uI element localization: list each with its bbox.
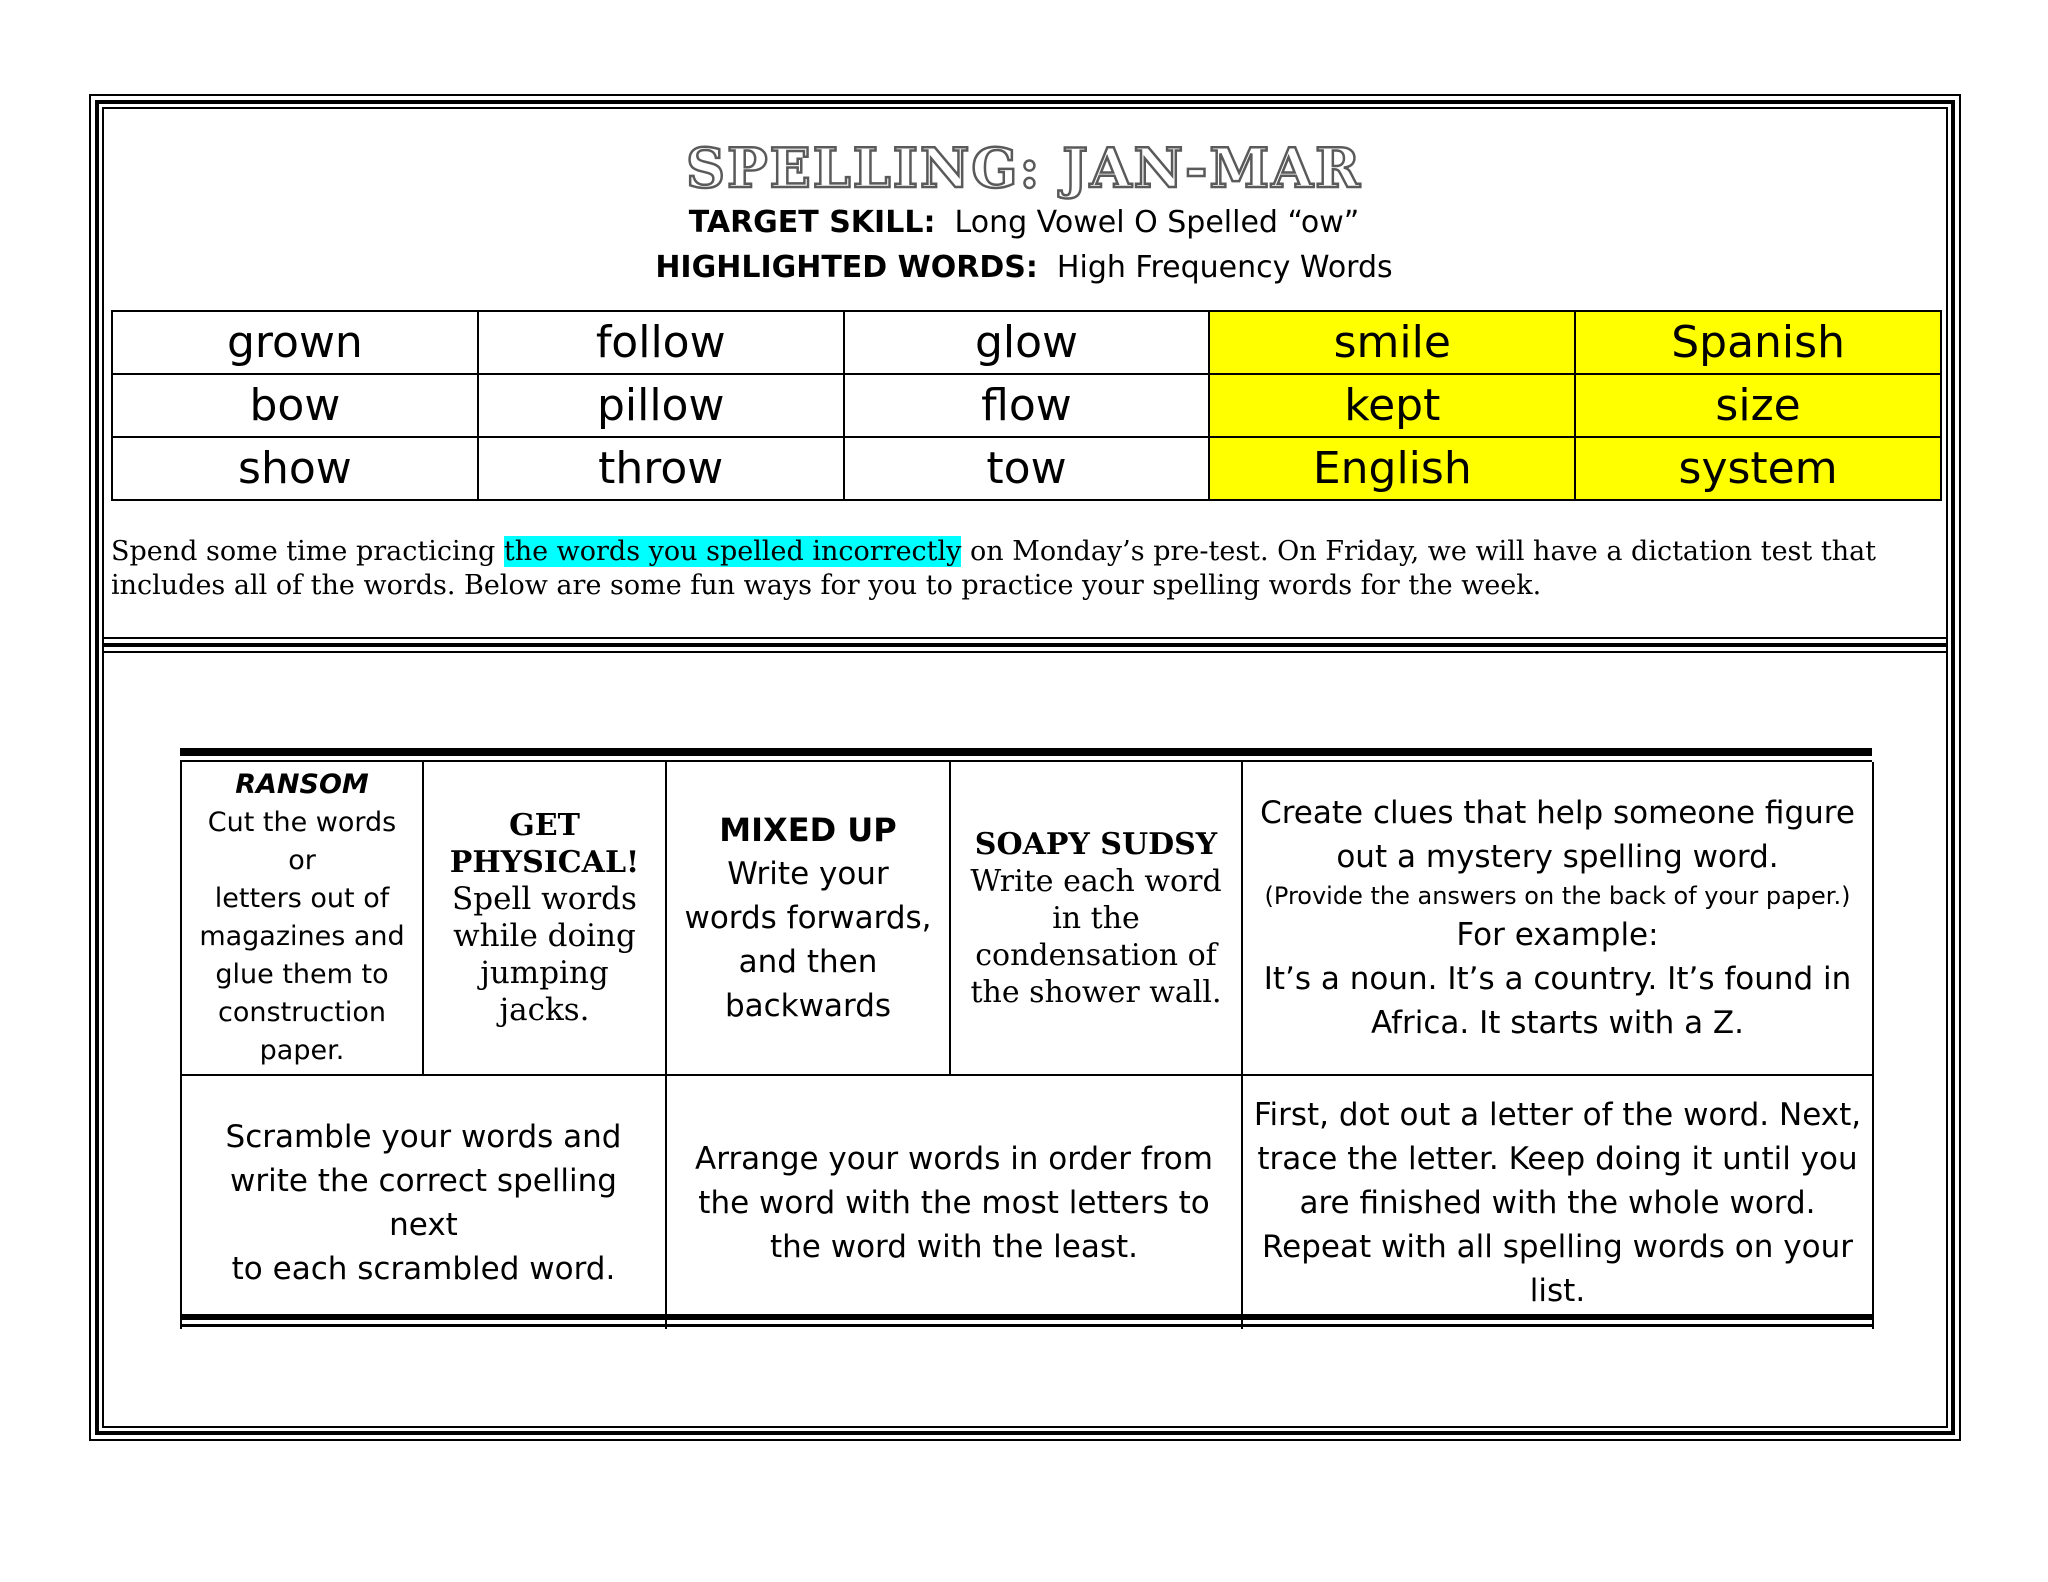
highlighted-words-value: High Frequency Words <box>1056 250 1393 285</box>
word-cell: tow <box>844 437 1210 500</box>
instructions-text-start: Spend some time practicing <box>111 536 504 567</box>
activity-line: the word with the most letters to <box>698 1184 1210 1221</box>
highlighted-word-cell: smile <box>1209 311 1575 374</box>
activity-line: Write your <box>727 856 889 892</box>
activity-line: Cut the words or <box>207 807 397 876</box>
activity-heading: SOAPY SUDSY <box>974 826 1218 862</box>
highlighted-word-cell: English <box>1209 437 1575 500</box>
activity-line: jumping <box>480 955 609 991</box>
activity-line: glue them to <box>215 959 389 990</box>
activity-heading: RANSOM <box>235 769 369 800</box>
activity-dot-trace <box>1242 1075 1873 1329</box>
highlighted-words-line <box>0 250 2048 285</box>
activity-line: Arrange your words in order from <box>695 1140 1213 1177</box>
section-divider-thick <box>102 643 1948 647</box>
section-divider-inner <box>102 651 1948 653</box>
word-cell: glow <box>844 311 1210 374</box>
activity-line: to each scrambled word. <box>231 1250 616 1287</box>
activity-line: Write each word <box>970 863 1222 899</box>
activity-heading: PHYSICAL! <box>449 845 640 880</box>
highlighted-word-cell: size <box>1575 374 1941 437</box>
target-skill-label: TARGET SKILL: <box>688 205 936 240</box>
highlighted-word-cell: Spanish <box>1575 311 1941 374</box>
activity-line: backwards <box>724 988 892 1024</box>
target-skill-line <box>0 205 2048 240</box>
activity-mixed-up <box>666 762 950 1075</box>
activity-table <box>180 762 1874 1329</box>
activity-soapy-sudsy <box>950 762 1242 1075</box>
activity-line: construction <box>218 997 386 1028</box>
activity-line: write the correct spelling next <box>230 1162 617 1243</box>
activity-line: and then <box>738 944 878 980</box>
word-cell: show <box>112 437 478 500</box>
highlighted-words-label: HIGHLIGHTED WORDS: <box>655 250 1038 285</box>
activity-line: are finished with the whole word. <box>1299 1184 1816 1221</box>
activity-arrange <box>666 1075 1242 1329</box>
activity-line: magazines and <box>199 921 405 952</box>
activity-line: Create clues that help someone figure <box>1260 795 1855 831</box>
activity-row <box>181 762 1873 1075</box>
activity-line: It’s a noun. It’s a country. It’s found in <box>1263 961 1852 997</box>
activity-get-physical <box>423 762 666 1075</box>
activity-line: First, dot out a letter of the word. Next, <box>1253 1096 1862 1133</box>
instructions-text-end: on Monday’s pre-test. On Friday, we will have a dictation test that includes all of the words. Below are some fun ways for you to practice your spelling words for the week. <box>111 536 1877 601</box>
spelling-word-table <box>111 310 1942 501</box>
activity-line: the word with the least. <box>770 1228 1138 1265</box>
activity-heading: GET <box>509 808 580 843</box>
activity-table-bottom-rule-thin <box>180 1324 1872 1327</box>
word-cell: bow <box>112 374 478 437</box>
instructions-paragraph <box>111 535 1946 603</box>
word-row <box>112 374 1941 437</box>
activity-row <box>181 1075 1873 1329</box>
word-cell: flow <box>844 374 1210 437</box>
word-row <box>112 437 1941 500</box>
activity-scramble <box>181 1075 666 1329</box>
activity-line: letters out of <box>214 883 390 914</box>
activity-table-bottom-rule <box>180 1314 1872 1320</box>
activity-line: words forwards, <box>684 900 932 936</box>
activity-line: Africa. It starts with a Z. <box>1370 1005 1745 1041</box>
activity-heading: MIXED UP <box>719 811 897 849</box>
activity-line: jacks. <box>499 992 590 1028</box>
word-row <box>112 311 1941 374</box>
activity-note: (Provide the answers on the back of your paper.) <box>1264 882 1851 910</box>
word-cell: pillow <box>478 374 844 437</box>
highlighted-word-cell: kept <box>1209 374 1575 437</box>
activity-line: Spell words <box>452 881 637 917</box>
activity-line: out a mystery spelling word. <box>1336 839 1779 875</box>
activity-line: Scramble your words and <box>225 1118 622 1155</box>
activity-line: while doing <box>453 918 636 954</box>
activity-mystery-clues <box>1242 762 1873 1075</box>
activity-table-top-rule <box>180 748 1872 756</box>
activity-line: Repeat with all spelling words on your <box>1262 1228 1853 1265</box>
activity-line: list. <box>1529 1272 1586 1309</box>
target-skill-value: Long Vowel O Spelled “ow” <box>954 205 1360 240</box>
word-cell: grown <box>112 311 478 374</box>
activity-line: For example: <box>1456 917 1659 953</box>
word-cell: follow <box>478 311 844 374</box>
word-cell: throw <box>478 437 844 500</box>
activity-line: the shower wall. <box>970 974 1222 1010</box>
activity-line: trace the letter. Keep doing it until you <box>1257 1140 1858 1177</box>
section-divider <box>102 637 1948 639</box>
activity-ransom <box>181 762 423 1075</box>
page-title: SPELLING: JAN-MAR <box>686 136 1362 200</box>
highlighted-word-cell: system <box>1575 437 1941 500</box>
activity-line: paper. <box>259 1035 345 1066</box>
instructions-highlight: the words you spelled incorrectly <box>503 536 962 567</box>
activity-line: condensation of <box>975 937 1217 973</box>
activity-line: in the <box>1052 900 1140 936</box>
